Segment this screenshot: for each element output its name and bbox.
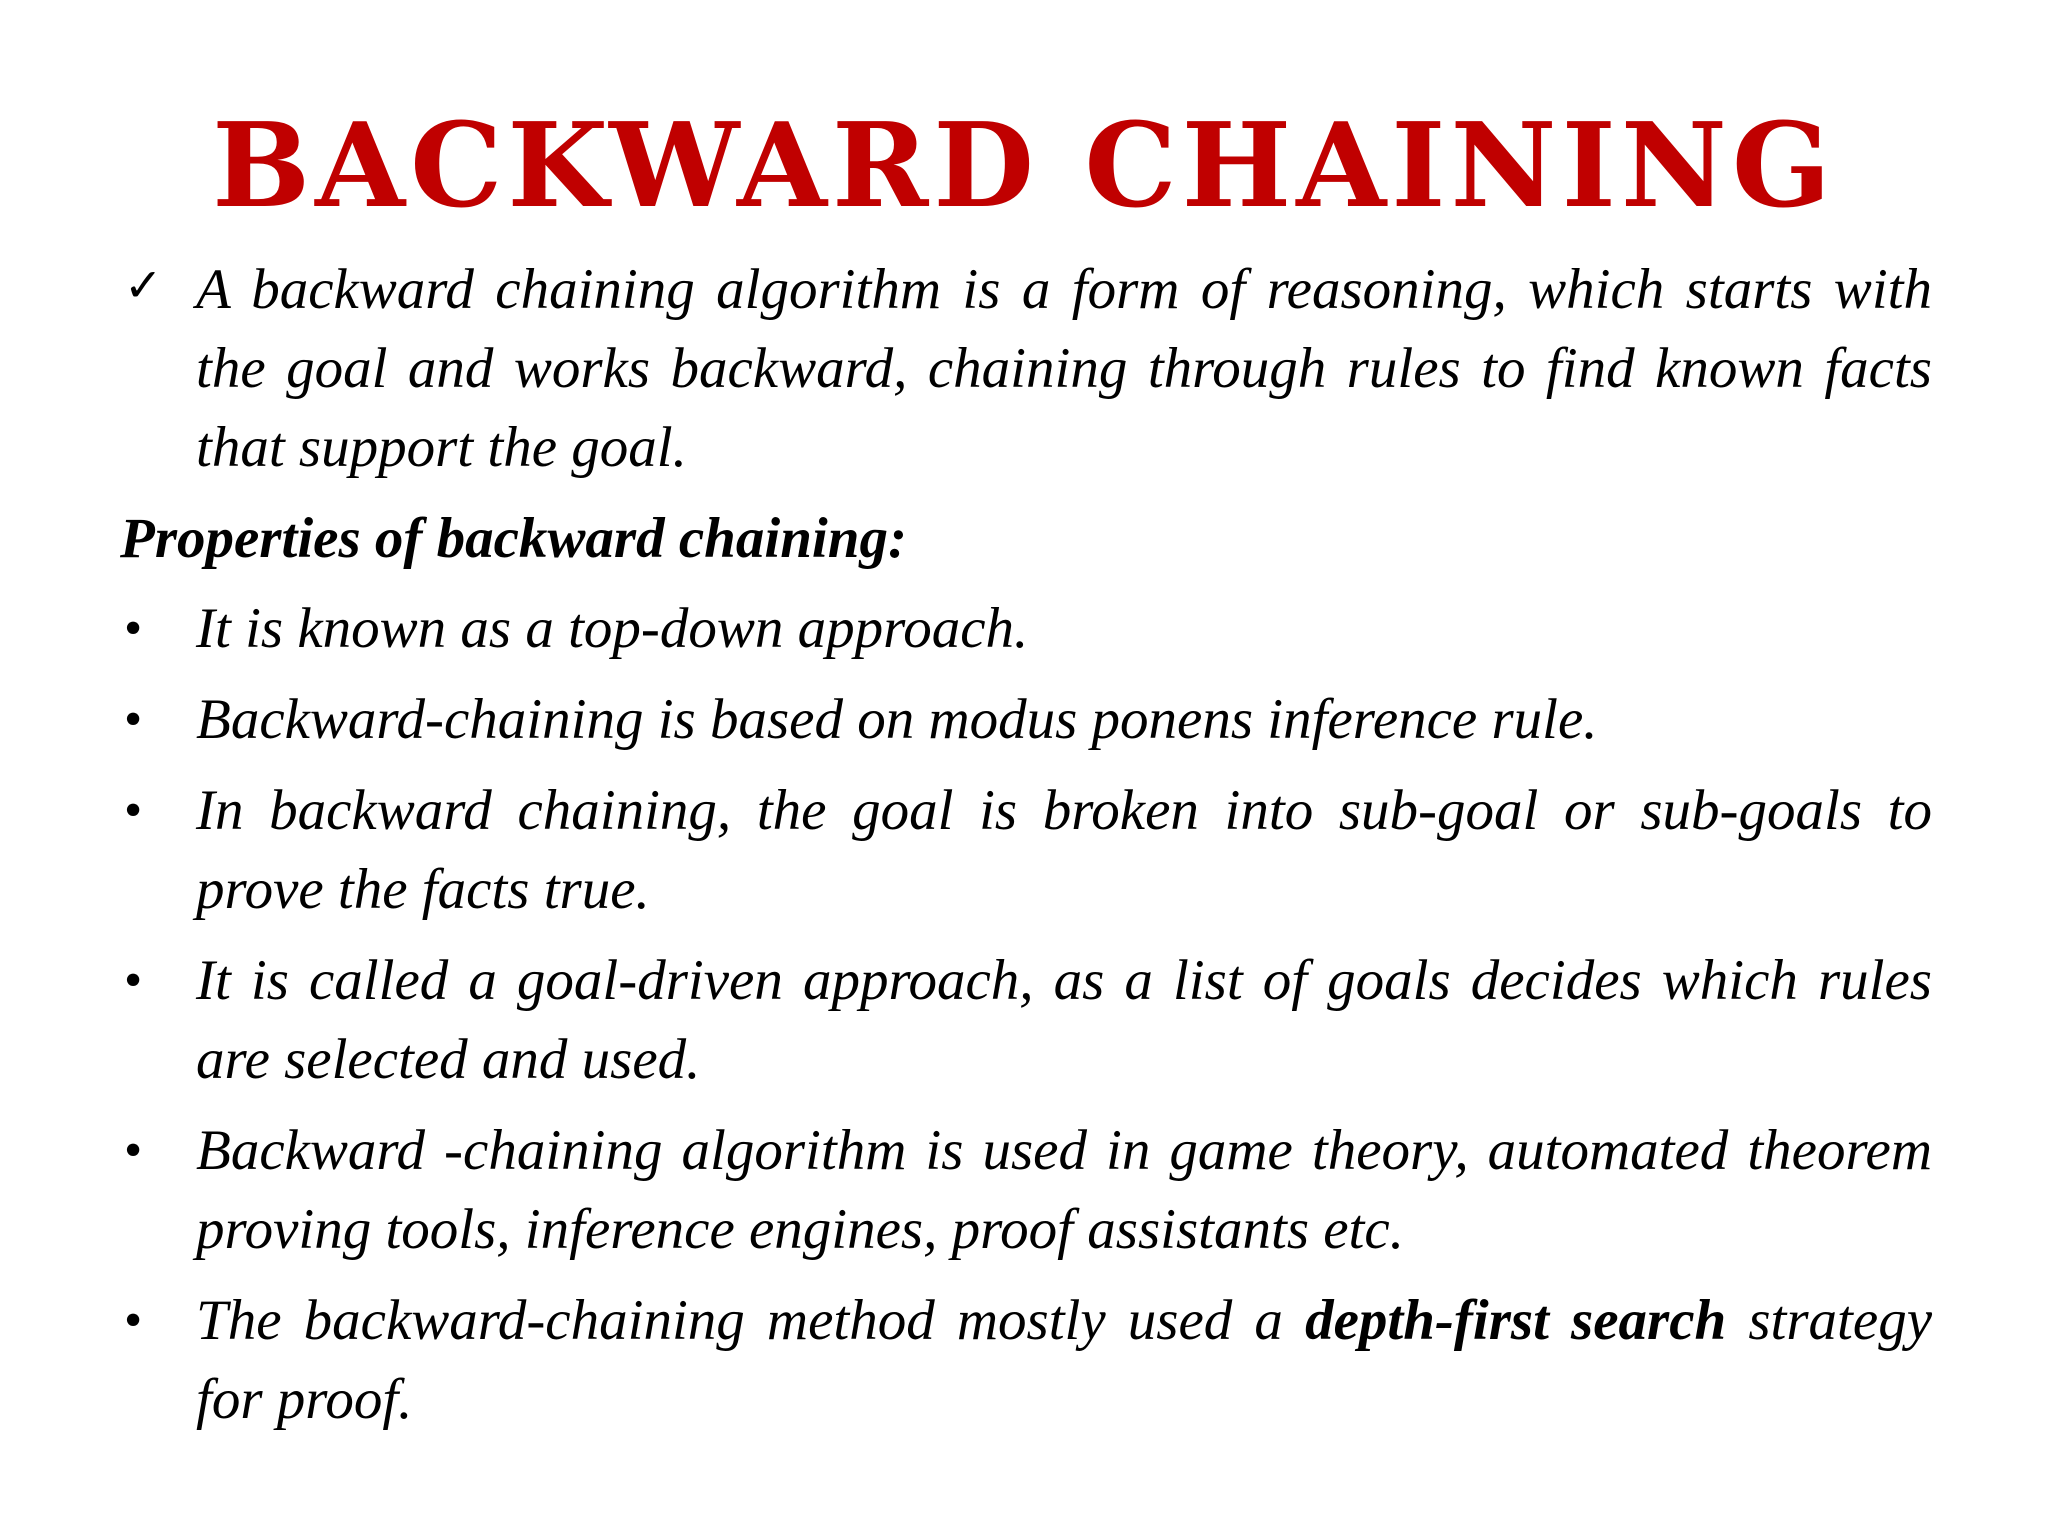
checkmark-icon: ✓ [124,258,163,312]
slide-content [120,250,1932,1451]
slide-title: BACKWARD CHAINING [212,98,1836,234]
property-text-after: strategy for proof. [196,1289,1932,1431]
property-text: It is known as a top-down approach. [196,597,1029,660]
depth-first-search-emphasis: depth-first search [1305,1289,1727,1352]
property-item-last [120,1281,1932,1439]
definition-item [120,250,1932,487]
property-item [120,1111,1932,1269]
property-text: In backward chaining, the goal is broken into sub-goal or sub-goals to prove the facts true. [196,779,1932,921]
property-item [120,941,1932,1099]
property-text-before: The backward-chaining method mostly used a [196,1289,1306,1352]
bullet-icon: • [124,952,143,1009]
property-item [120,589,1932,668]
property-item [120,680,1932,759]
bullet-icon: • [124,1122,143,1179]
property-item [120,771,1932,929]
property-text: Backward -chaining algorithm is used in game theory, automated theorem proving tools, inference engines, proof assistants etc. [196,1119,1932,1261]
property-text: It is called a goal-driven approach, as a list of goals decides which rules are selected and used. [196,949,1932,1091]
bullet-icon: • [124,1292,143,1349]
definition-text: A backward chaining algorithm is a form of reasoning, which starts with the goal and works backward, chaining through rules to find known facts that support the goal. [196,258,1932,479]
bullet-icon: • [124,691,143,748]
bullet-icon: • [124,600,143,657]
property-text: Backward-chaining is based on modus ponens inference rule. [196,688,1598,751]
properties-heading: Properties of backward chaining: [120,507,907,570]
bullet-icon: • [124,782,143,839]
